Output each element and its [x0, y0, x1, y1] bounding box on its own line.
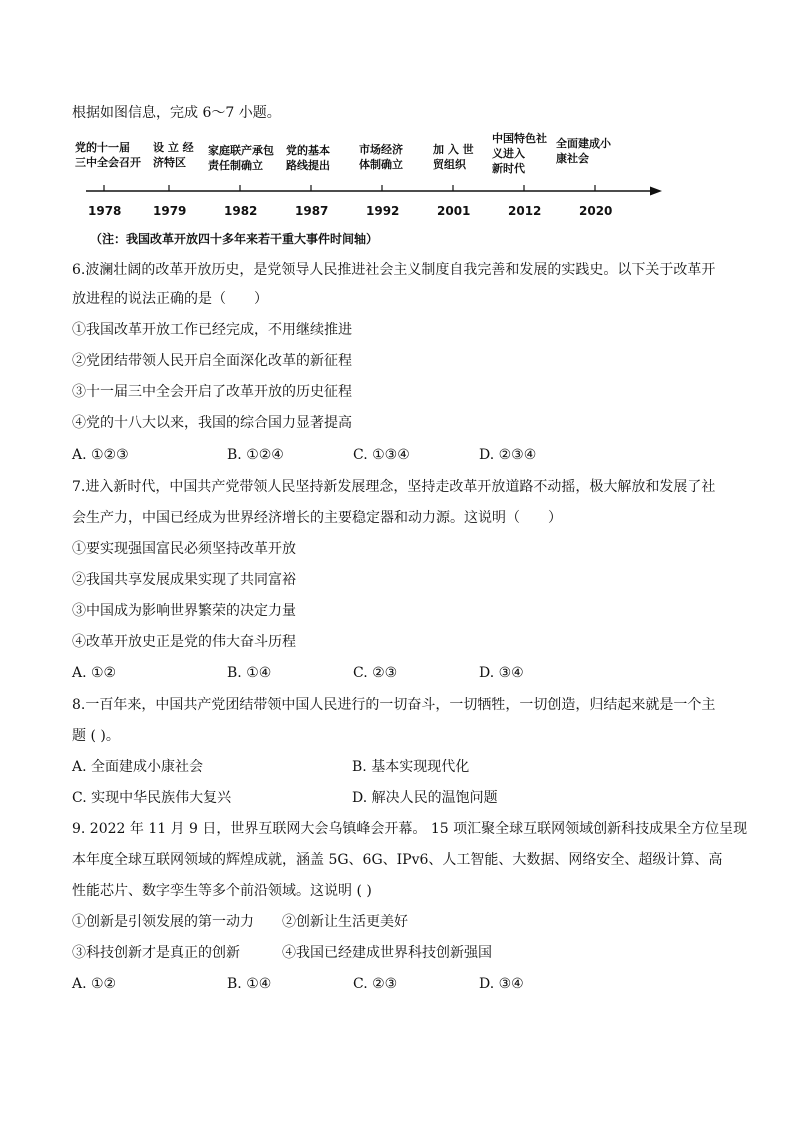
option-d[interactable]: D. 解决人民的温饱问题: [352, 790, 498, 806]
timeline-year: 1978: [88, 204, 122, 218]
statement: ②党团结带领人民开启全面深化改革的新征程: [72, 353, 352, 369]
timeline-year: 1982: [224, 204, 258, 218]
question-stem: 6.波澜壮阔的改革开放历史，是党领导人民推进社会主义制度自我完善和发展的实践史。以下关于改革开: [72, 262, 716, 278]
option-a[interactable]: A. ①②: [72, 976, 117, 992]
timeline-axis: [0, 0, 794, 260]
timeline-event-label: 市场经济 体制确立: [359, 143, 403, 171]
timeline-year: 2020: [579, 204, 613, 218]
question-stem: 本年度全球互联网领域的辉煌成就，涵盖 5G、6G、IPv6、人工智能、大数据、网络安全、超级计算、高: [72, 852, 723, 868]
question-stem: 9. 2022 年 11 月 9 日，世界互联网大会乌镇峰会开幕。 15 项汇聚全球互联网领域创新科技成果全方位呈现: [72, 821, 748, 837]
option-b[interactable]: B. ①②④: [227, 447, 284, 463]
timeline-event-label: 家庭联产承包 责任制确立: [208, 144, 274, 172]
statement: ③十一届三中全会开启了改革开放的历史征程: [72, 384, 352, 400]
timeline-year: 1987: [295, 204, 329, 218]
statement: ①创新是引领发展的第一动力 ②创新让生活更美好: [72, 914, 408, 930]
intro-text: 根据如图信息，完成 6～7 小题。: [72, 105, 281, 121]
timeline-event-label: 加 入 世 贸组织: [433, 143, 474, 171]
timeline-year: 2001: [437, 204, 471, 218]
timeline-event-label: 全面建成小 康社会: [556, 137, 611, 165]
timeline-year: 2012: [508, 204, 542, 218]
statement: ①要实现强国富民必须坚持改革开放: [72, 541, 296, 557]
question-stem: 题 ( )。: [72, 728, 120, 744]
statement: ③中国成为影响世界繁荣的决定力量: [72, 603, 296, 619]
timeline-event-label: 中国特色社 义进入 新时代: [492, 132, 547, 175]
option-b[interactable]: B. ①④: [227, 665, 272, 681]
statement: ②我国共享发展成果实现了共同富裕: [72, 572, 296, 588]
timeline-year: 1992: [366, 204, 400, 218]
question-stem: 7.进入新时代，中国共产党带领人民坚持新发展理念，坚持走改革开放道路不动摇，极大解放和发展了社: [72, 479, 716, 495]
option-d[interactable]: D. ②③④: [479, 447, 537, 463]
timeline-year: 1979: [153, 204, 187, 218]
timeline-event-label: 设 立 经 济特区: [153, 141, 194, 169]
question-stem: 性能芯片、数字孪生等多个前沿领域。这说明 ( ): [72, 883, 372, 899]
option-a[interactable]: A. ①②③: [72, 447, 129, 463]
option-a[interactable]: A. ①②: [72, 665, 117, 681]
statement: ④党的十八大以来，我国的综合国力显著提高: [72, 415, 352, 431]
statement: ③科技创新才是真正的创新 ④我国已经建成世界科技创新强国: [72, 945, 492, 961]
timeline-note: （注：我国改革开放四十多年来若干重大事件时间轴）: [90, 232, 379, 246]
question-stem: 8.一百年来，中国共产党团结带领中国人民进行的一切奋斗，一切牺牲，一切创造，归结起来就是一个主: [72, 697, 716, 713]
timeline-event-label: 党的十一届 三中全会召开: [75, 141, 141, 169]
option-a[interactable]: A. 全面建成小康社会: [72, 759, 204, 775]
timeline-event-label: 党的基本 路线提出: [286, 144, 330, 172]
option-d[interactable]: D. ③④: [479, 665, 524, 681]
statement: ④改革开放史正是党的伟大奋斗历程: [72, 634, 296, 650]
option-c[interactable]: C. ①③④: [353, 447, 410, 463]
option-b[interactable]: B. ①④: [227, 976, 272, 992]
question-stem: 放进程的说法正确的是（ ）: [72, 291, 268, 307]
option-c[interactable]: C. 实现中华民族伟大复兴: [72, 790, 232, 806]
option-d[interactable]: D. ③④: [479, 976, 524, 992]
question-stem: 会生产力，中国已经成为世界经济增长的主要稳定器和动力源。这说明（ ）: [72, 510, 562, 526]
statement: ①我国改革开放工作已经完成，不用继续推进: [72, 322, 352, 338]
option-c[interactable]: C. ②③: [353, 976, 398, 992]
option-c[interactable]: C. ②③: [353, 665, 398, 681]
option-b[interactable]: B. 基本实现现代化: [352, 759, 470, 775]
